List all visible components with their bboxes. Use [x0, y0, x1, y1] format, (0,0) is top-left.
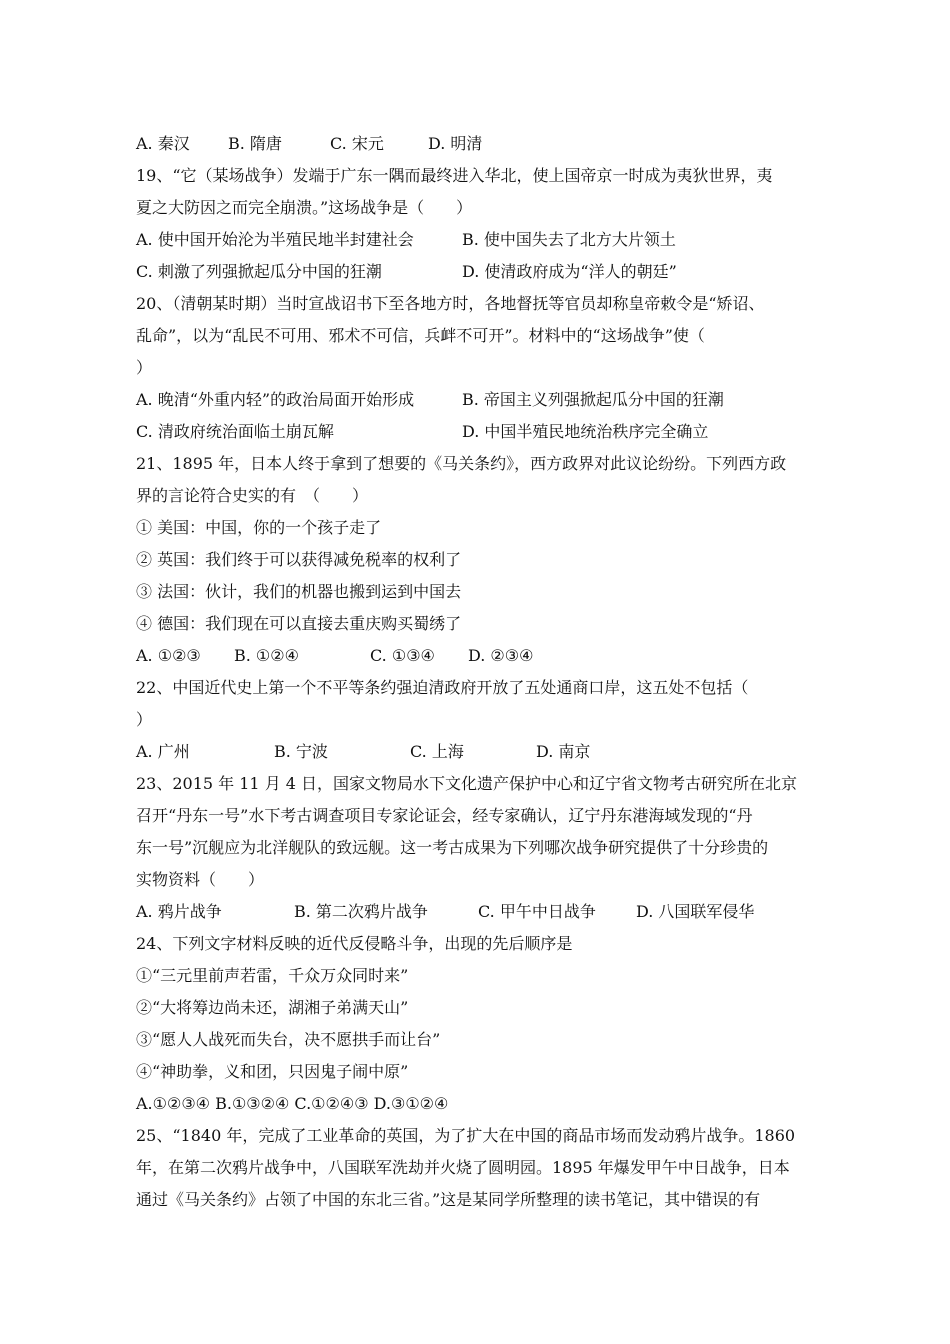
q24-item-2: ②“大将筹边尚未还，湖湘子弟满天山”	[136, 998, 409, 1017]
q21-item-3: ③ 法国：伙计，我们的机器也搬到运到中国去	[136, 582, 462, 601]
q25-stem-line3: 通过《马关条约》占领了中国的东北三省。”这是某同学所整理的读书笔记，其中错误的有	[136, 1190, 761, 1209]
q18-option-d: D. 明清	[428, 134, 483, 153]
q21-option-b: B. ①②④	[234, 646, 299, 665]
q25-stem-line1: 25、“1840 年，完成了工业革命的英国，为了扩大在中国的商品市场而发动鸦片战争。1860	[136, 1126, 796, 1145]
q25-stem-line2: 年，在第二次鸦片战争中，八国联军洗劫并火烧了圆明园。1895 年爆发甲午中日战争，日本	[136, 1158, 790, 1177]
q18-option-c: C. 宋元	[330, 134, 384, 153]
q21-option-d: D. ②③④	[468, 646, 534, 665]
q21-item-1: ① 美国：中国，你的一个孩子走了	[136, 518, 382, 537]
q23-option-c: C. 甲午中日战争	[478, 902, 596, 921]
q23-stem-line1: 23、2015 年 11 月 4 日，国家文物局水下文化遗产保护中心和辽宁省文物考古研究所在北京	[136, 774, 798, 793]
q22-stem-line2: ）	[136, 710, 153, 729]
q21-option-c: C. ①③④	[370, 646, 435, 665]
q19-option-b: B. 使中国失去了北方大片领土	[462, 230, 676, 249]
q19-options-row2	[136, 262, 816, 282]
q23-stem-line3: 东一号”沉舰应为北洋舰队的致远舰。这一考古成果为下列哪次战争研究提供了十分珍贵的	[136, 838, 769, 857]
q18-option-b: B. 隋唐	[228, 134, 282, 153]
q24-stem: 24、下列文字材料反映的近代反侵略斗争，出现的先后顺序是	[136, 934, 573, 953]
q23-stem-line4: 实物资料（ ）	[136, 870, 265, 889]
q24-item-3: ③“愿人人战死而失台，决不愿拱手而让台”	[136, 1030, 441, 1049]
q20-stem-line3: ）	[136, 358, 153, 377]
q19-option-c: C. 刺激了列强掀起瓜分中国的狂潮	[136, 262, 382, 281]
q19-stem-line1: 19、“它（某场战争）发端于广东一隅而最终进入华北，使上国帝京一时成为夷狄世界，夷	[136, 166, 773, 185]
q19-options-row1	[136, 230, 816, 250]
q19-stem-line2: 夏之大防因之而完全崩溃。”这场战争是（ ）	[136, 198, 473, 217]
q20-stem-line1: 20、（清朝某时期）当时宣战诏书下至各地方时，各地督抚等官员却称皇帝敕令是“矫诏、	[136, 294, 765, 313]
q22-options	[136, 742, 636, 762]
q18-options	[136, 134, 536, 154]
q24-options: A.①②③④ B.①③②④ C.①②④③ D.③①②④	[136, 1094, 449, 1113]
q21-stem-line1: 21、1895 年，日本人终于拿到了想要的《马关条约》，西方政界对此议论纷纷。下列西方政	[136, 454, 787, 473]
q23-option-a: A. 鸦片战争	[136, 902, 222, 921]
q21-item-4: ④ 德国：我们现在可以直接去重庆购买蜀绣了	[136, 614, 462, 633]
q22-option-b: B. 宁波	[274, 742, 328, 761]
q21-stem-line2: 界的言论符合史实的有 （ ）	[136, 486, 369, 505]
q19-option-a: A. 使中国开始沦为半殖民地半封建社会	[136, 230, 414, 249]
q20-option-d: D. 中国半殖民地统治秩序完全确立	[462, 422, 709, 441]
q20-stem-line2: 乱命”，以为“乱民不可用、邪术不可信，兵衅不可开”。材料中的“这场战争”使（	[136, 326, 705, 345]
q24-item-1: ①“三元里前声若雷，千众万众同时来”	[136, 966, 409, 985]
q23-option-d: D. 八国联军侵华	[636, 902, 755, 921]
q20-options-row1	[136, 390, 816, 410]
q23-stem-line2: 召开“丹东一号”水下考古调查项目专家论证会，经专家确认，辽宁丹东港海域发现的“丹	[136, 806, 753, 825]
q20-options-row2	[136, 422, 816, 442]
q18-option-a: A. 秦汉	[136, 134, 190, 153]
q23-options	[136, 902, 816, 922]
q20-option-c: C. 清政府统治面临土崩瓦解	[136, 422, 334, 441]
q23-option-b: B. 第二次鸦片战争	[294, 902, 428, 921]
q20-option-a: A. 晚清“外重内轻”的政治局面开始形成	[136, 390, 415, 409]
q22-option-c: C. 上海	[410, 742, 464, 761]
q21-option-a: A. ①②③	[136, 646, 201, 665]
q19-option-d: D. 使清政府成为“洋人的朝廷”	[462, 262, 677, 281]
q22-option-a: A. 广州	[136, 742, 190, 761]
q22-option-d: D. 南京	[536, 742, 591, 761]
q21-item-2: ② 英国：我们终于可以获得减免税率的权利了	[136, 550, 462, 569]
q21-options	[136, 646, 596, 666]
q24-item-4: ④“神助拳，义和团，只因鬼子闹中原”	[136, 1062, 409, 1081]
q22-stem-line1: 22、中国近代史上第一个不平等条约强迫清政府开放了五处通商口岸，这五处不包括（	[136, 678, 749, 697]
q20-option-b: B. 帝国主义列强掀起瓜分中国的狂潮	[462, 390, 724, 409]
